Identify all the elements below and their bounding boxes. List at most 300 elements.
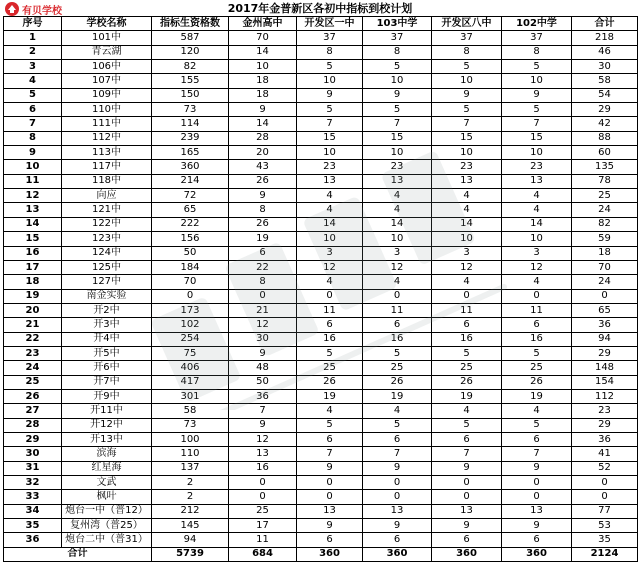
quota-count: 212: [152, 504, 229, 518]
jinzhou-count: 20: [229, 146, 297, 160]
102-count: 9: [502, 461, 572, 475]
102-count: 26: [502, 375, 572, 389]
row-index: 22: [4, 332, 62, 346]
school-name: 滨海: [62, 447, 152, 461]
row-index: 1: [4, 31, 62, 45]
table-row: [4, 160, 638, 174]
103-count: 7: [363, 117, 432, 131]
102-count: 5: [502, 346, 572, 360]
quota-count: 239: [152, 131, 229, 145]
102-count: 9: [502, 88, 572, 102]
103-count: 8: [363, 45, 432, 59]
102-count: 7: [502, 117, 572, 131]
103-count: 13: [363, 504, 432, 518]
table-row: [4, 533, 638, 547]
quota-count: 156: [152, 232, 229, 246]
row-index: 33: [4, 490, 62, 504]
row-index: 21: [4, 318, 62, 332]
row-index: 35: [4, 519, 62, 533]
school-name: 开7中: [62, 375, 152, 389]
kaifa-8-count: 5: [432, 103, 502, 117]
kaifa-8-count: 13: [432, 504, 502, 518]
row-total: 29: [572, 418, 638, 432]
row-total: 46: [572, 45, 638, 59]
kaifa-1-count: 10: [297, 146, 363, 160]
jinzhou-count: 8: [229, 275, 297, 289]
102-count: 11: [502, 303, 572, 317]
quota-count: 50: [152, 246, 229, 260]
102-count: 0: [502, 289, 572, 303]
102-count: 0: [502, 476, 572, 490]
102-count: 10: [502, 232, 572, 246]
jinzhou-count: 22: [229, 260, 297, 274]
row-index: 24: [4, 361, 62, 375]
header-jinzhou: 金州高中: [229, 17, 297, 31]
row-index: 28: [4, 418, 62, 432]
kaifa-1-count: 9: [297, 461, 363, 475]
kaifa-1-count: 0: [297, 289, 363, 303]
quota-count: 145: [152, 519, 229, 533]
102-count: 10: [502, 74, 572, 88]
jinzhou-count: 9: [229, 189, 297, 203]
102-count: 9: [502, 519, 572, 533]
kaifa-1-count: 13: [297, 174, 363, 188]
row-total: 112: [572, 389, 638, 403]
quota-count: 360: [152, 160, 229, 174]
quota-count: 72: [152, 189, 229, 203]
school-name: 炮台一中（普12）: [62, 504, 152, 518]
school-name: 开6中: [62, 361, 152, 375]
row-total: 77: [572, 504, 638, 518]
row-total: 82: [572, 217, 638, 231]
row-index: 9: [4, 146, 62, 160]
kaifa-8-count: 7: [432, 447, 502, 461]
kaifa-1-count: 4: [297, 275, 363, 289]
quota-table: [3, 16, 638, 562]
kaifa-1-count: 11: [297, 303, 363, 317]
table-row: [4, 74, 638, 88]
103-count: 10: [363, 232, 432, 246]
quota-count: 58: [152, 404, 229, 418]
school-name: 青云湖: [62, 45, 152, 59]
page-title: 2017年金普新区各初中指标到校计划: [227, 2, 413, 15]
row-index: 5: [4, 88, 62, 102]
school-name: 113中: [62, 146, 152, 160]
kaifa-1-count: 12: [297, 260, 363, 274]
quota-count: 150: [152, 88, 229, 102]
103-count: 14: [363, 217, 432, 231]
kaifa-1-count: 6: [297, 318, 363, 332]
table-row: [4, 31, 638, 45]
table-row: [4, 174, 638, 188]
row-total: 59: [572, 232, 638, 246]
table-row: [4, 217, 638, 231]
103-count: 10: [363, 74, 432, 88]
row-total: 29: [572, 103, 638, 117]
row-index: 11: [4, 174, 62, 188]
quota-count: 110: [152, 447, 229, 461]
102-count: 6: [502, 432, 572, 446]
kaifa-1-count: 4: [297, 404, 363, 418]
103-count: 0: [363, 476, 432, 490]
quota-count: 406: [152, 361, 229, 375]
kaifa-8-count: 0: [432, 490, 502, 504]
103-count: 13: [363, 174, 432, 188]
jinzhou-count: 17: [229, 519, 297, 533]
row-total: 36: [572, 432, 638, 446]
103-count: 19: [363, 389, 432, 403]
quota-count: 82: [152, 60, 229, 74]
kaifa-8-count: 6: [432, 318, 502, 332]
school-name: 121中: [62, 203, 152, 217]
kaifa-8-count: 9: [432, 519, 502, 533]
kaifa-1-count: 23: [297, 160, 363, 174]
jinzhou-count: 36: [229, 389, 297, 403]
row-index: 14: [4, 217, 62, 231]
school-name: 开5中: [62, 346, 152, 360]
row-index: 19: [4, 289, 62, 303]
table-row: [4, 289, 638, 303]
103-count: 15: [363, 131, 432, 145]
102-count: 7: [502, 447, 572, 461]
table-row: [4, 189, 638, 203]
kaifa-1-count: 4: [297, 189, 363, 203]
row-total: 36: [572, 318, 638, 332]
jinzhou-count: 26: [229, 174, 297, 188]
jinzhou-count: 8: [229, 203, 297, 217]
jinzhou-count: 9: [229, 103, 297, 117]
kaifa-8-count: 11: [432, 303, 502, 317]
kaifa-1-count: 14: [297, 217, 363, 231]
total-sum: 2124: [572, 547, 638, 561]
quota-count: 102: [152, 318, 229, 332]
kaifa-8-count: 13: [432, 174, 502, 188]
quota-count: 137: [152, 461, 229, 475]
school-name: 125中: [62, 260, 152, 274]
kaifa-1-count: 5: [297, 60, 363, 74]
row-index: 4: [4, 74, 62, 88]
kaifa-1-count: 19: [297, 389, 363, 403]
jinzhou-count: 6: [229, 246, 297, 260]
kaifa-1-count: 6: [297, 432, 363, 446]
102-count: 25: [502, 361, 572, 375]
kaifa-8-count: 26: [432, 375, 502, 389]
102-count: 8: [502, 45, 572, 59]
jinzhou-count: 10: [229, 60, 297, 74]
103-count: 3: [363, 246, 432, 260]
quota-count: 0: [152, 289, 229, 303]
jinzhou-count: 9: [229, 418, 297, 432]
school-name: 文武: [62, 476, 152, 490]
102-count: 14: [502, 217, 572, 231]
school-name: 112中: [62, 131, 152, 145]
kaifa-1-count: 15: [297, 131, 363, 145]
school-name: 开9中: [62, 389, 152, 403]
row-total: 70: [572, 260, 638, 274]
header-index: 序号: [4, 17, 62, 31]
jinzhou-count: 30: [229, 332, 297, 346]
102-count: 15: [502, 131, 572, 145]
row-index: 25: [4, 375, 62, 389]
row-index: 8: [4, 131, 62, 145]
kaifa-1-count: 3: [297, 246, 363, 260]
row-total: 0: [572, 289, 638, 303]
table-row: [4, 418, 638, 432]
row-index: 17: [4, 260, 62, 274]
103-count: 5: [363, 346, 432, 360]
103-count: 4: [363, 189, 432, 203]
table-row: [4, 332, 638, 346]
103-count: 25: [363, 361, 432, 375]
kaifa-1-count: 9: [297, 88, 363, 102]
102-count: 13: [502, 174, 572, 188]
kaifa-1-count: 10: [297, 232, 363, 246]
102-count: 4: [502, 404, 572, 418]
103-count: 37: [363, 31, 432, 45]
quota-count: 173: [152, 303, 229, 317]
total-jinzhou: 684: [229, 547, 297, 561]
total-103: 360: [363, 547, 432, 561]
103-count: 23: [363, 160, 432, 174]
103-count: 26: [363, 375, 432, 389]
103-count: 4: [363, 203, 432, 217]
102-count: 5: [502, 103, 572, 117]
row-index: 6: [4, 103, 62, 117]
kaifa-8-count: 4: [432, 404, 502, 418]
102-count: 0: [502, 490, 572, 504]
table-row: [4, 275, 638, 289]
row-index: 20: [4, 303, 62, 317]
table-row: [4, 45, 638, 59]
row-index: 12: [4, 189, 62, 203]
jinzhou-count: 12: [229, 318, 297, 332]
103-count: 4: [363, 275, 432, 289]
school-name: 开4中: [62, 332, 152, 346]
kaifa-1-count: 10: [297, 74, 363, 88]
school-name: 101中: [62, 31, 152, 45]
row-index: 23: [4, 346, 62, 360]
quota-count: 73: [152, 103, 229, 117]
school-name: 106中: [62, 60, 152, 74]
row-total: 78: [572, 174, 638, 188]
row-total: 30: [572, 60, 638, 74]
school-name: 118中: [62, 174, 152, 188]
school-name: 107中: [62, 74, 152, 88]
row-total: 135: [572, 160, 638, 174]
table-row: [4, 476, 638, 490]
kaifa-1-count: 13: [297, 504, 363, 518]
103-count: 0: [363, 289, 432, 303]
quota-count: 120: [152, 45, 229, 59]
school-name: 110中: [62, 103, 152, 117]
total-row: [4, 547, 638, 561]
total-label: 合计: [4, 547, 152, 561]
table-row: [4, 246, 638, 260]
103-count: 9: [363, 519, 432, 533]
jinzhou-count: 50: [229, 375, 297, 389]
103-count: 6: [363, 432, 432, 446]
total-kaifa-8: 360: [432, 547, 502, 561]
quota-count: 417: [152, 375, 229, 389]
school-name: 127中: [62, 275, 152, 289]
quota-count: 2: [152, 476, 229, 490]
102-count: 4: [502, 189, 572, 203]
table-row: [4, 432, 638, 446]
row-total: 54: [572, 88, 638, 102]
kaifa-8-count: 5: [432, 346, 502, 360]
school-name: 109中: [62, 88, 152, 102]
table-row: [4, 447, 638, 461]
kaifa-8-count: 5: [432, 60, 502, 74]
school-name: 开11中: [62, 404, 152, 418]
jinzhou-count: 16: [229, 461, 297, 475]
jinzhou-count: 26: [229, 217, 297, 231]
row-index: 30: [4, 447, 62, 461]
row-total: 154: [572, 375, 638, 389]
table-row: [4, 504, 638, 518]
kaifa-1-count: 37: [297, 31, 363, 45]
row-index: 27: [4, 404, 62, 418]
row-index: 29: [4, 432, 62, 446]
102-count: 13: [502, 504, 572, 518]
kaifa-8-count: 3: [432, 246, 502, 260]
row-index: 13: [4, 203, 62, 217]
103-count: 6: [363, 318, 432, 332]
jinzhou-count: 14: [229, 117, 297, 131]
kaifa-8-count: 0: [432, 289, 502, 303]
table-row: [4, 88, 638, 102]
row-total: 0: [572, 476, 638, 490]
quota-count: 254: [152, 332, 229, 346]
table-header-row: [4, 17, 638, 31]
kaifa-8-count: 5: [432, 418, 502, 432]
table-row: [4, 389, 638, 403]
header-total: 合计: [572, 17, 638, 31]
school-name: 开12中: [62, 418, 152, 432]
row-index: 31: [4, 461, 62, 475]
103-count: 5: [363, 418, 432, 432]
school-name: 南金实验: [62, 289, 152, 303]
kaifa-8-count: 10: [432, 74, 502, 88]
103-count: 5: [363, 103, 432, 117]
total-102: 360: [502, 547, 572, 561]
103-count: 12: [363, 260, 432, 274]
quota-count: 94: [152, 533, 229, 547]
kaifa-1-count: 0: [297, 476, 363, 490]
row-total: 148: [572, 361, 638, 375]
row-index: 32: [4, 476, 62, 490]
jinzhou-count: 14: [229, 45, 297, 59]
row-index: 7: [4, 117, 62, 131]
102-count: 16: [502, 332, 572, 346]
102-count: 19: [502, 389, 572, 403]
row-index: 3: [4, 60, 62, 74]
kaifa-8-count: 4: [432, 203, 502, 217]
row-total: 94: [572, 332, 638, 346]
kaifa-8-count: 6: [432, 432, 502, 446]
table-row: [4, 404, 638, 418]
jinzhou-count: 19: [229, 232, 297, 246]
quota-count: 70: [152, 275, 229, 289]
kaifa-8-count: 9: [432, 461, 502, 475]
table-row: [4, 232, 638, 246]
quota-count: 100: [152, 432, 229, 446]
row-total: 24: [572, 275, 638, 289]
row-total: 60: [572, 146, 638, 160]
header-kaifa-8: 开发区八中: [432, 17, 502, 31]
jinzhou-count: 48: [229, 361, 297, 375]
table-row: [4, 375, 638, 389]
school-name: 111中: [62, 117, 152, 131]
kaifa-8-count: 4: [432, 275, 502, 289]
row-index: 36: [4, 533, 62, 547]
kaifa-1-count: 25: [297, 361, 363, 375]
kaifa-8-count: 8: [432, 45, 502, 59]
school-name: 123中: [62, 232, 152, 246]
102-count: 6: [502, 533, 572, 547]
103-count: 4: [363, 404, 432, 418]
102-count: 5: [502, 60, 572, 74]
table-row: [4, 146, 638, 160]
jinzhou-count: 13: [229, 447, 297, 461]
row-index: 2: [4, 45, 62, 59]
jinzhou-count: 12: [229, 432, 297, 446]
kaifa-8-count: 37: [432, 31, 502, 45]
row-total: 18: [572, 246, 638, 260]
school-name: 枫叶: [62, 490, 152, 504]
row-total: 23: [572, 404, 638, 418]
kaifa-1-count: 6: [297, 533, 363, 547]
kaifa-8-count: 23: [432, 160, 502, 174]
table-row: [4, 346, 638, 360]
total-quota: 5739: [152, 547, 229, 561]
jinzhou-count: 25: [229, 504, 297, 518]
table-row: [4, 318, 638, 332]
jinzhou-count: 0: [229, 289, 297, 303]
kaifa-8-count: 10: [432, 232, 502, 246]
table-row: [4, 131, 638, 145]
102-count: 3: [502, 246, 572, 260]
kaifa-1-count: 5: [297, 103, 363, 117]
kaifa-8-count: 25: [432, 361, 502, 375]
102-count: 10: [502, 146, 572, 160]
school-name: 117中: [62, 160, 152, 174]
table-row: [4, 303, 638, 317]
row-total: 53: [572, 519, 638, 533]
table-row: [4, 103, 638, 117]
school-name: 向应: [62, 189, 152, 203]
102-count: 6: [502, 318, 572, 332]
kaifa-1-count: 16: [297, 332, 363, 346]
103-count: 16: [363, 332, 432, 346]
header-kaifa-1: 开发区一中: [297, 17, 363, 31]
jinzhou-count: 0: [229, 490, 297, 504]
kaifa-1-count: 4: [297, 203, 363, 217]
102-count: 23: [502, 160, 572, 174]
kaifa-1-count: 7: [297, 117, 363, 131]
kaifa-1-count: 26: [297, 375, 363, 389]
table-row: [4, 203, 638, 217]
quota-count: 114: [152, 117, 229, 131]
row-total: 24: [572, 203, 638, 217]
row-total: 58: [572, 74, 638, 88]
103-count: 10: [363, 146, 432, 160]
row-index: 34: [4, 504, 62, 518]
quota-count: 587: [152, 31, 229, 45]
header-quota: 指标生资格数: [152, 17, 229, 31]
102-count: 12: [502, 260, 572, 274]
table-row: [4, 60, 638, 74]
